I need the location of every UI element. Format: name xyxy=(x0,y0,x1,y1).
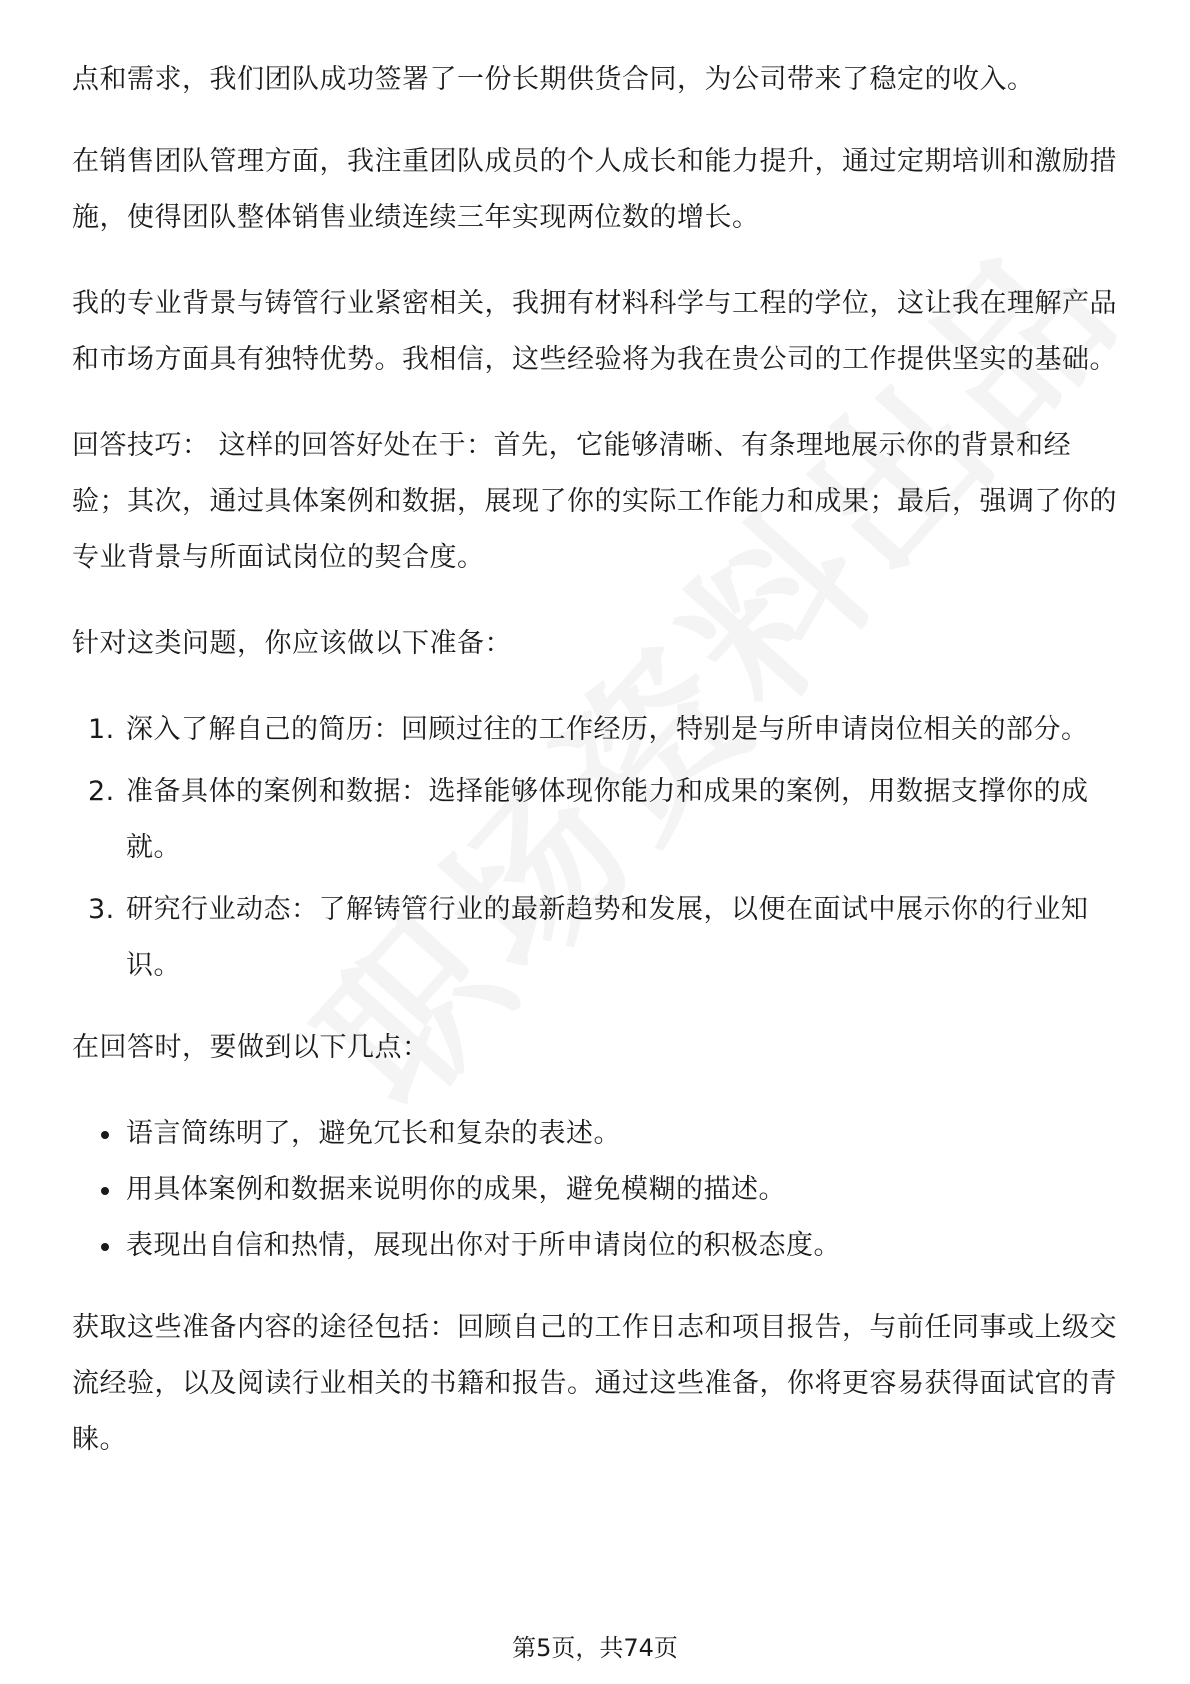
list-item xyxy=(72,702,1122,758)
list-item xyxy=(72,1218,1122,1274)
paragraph-background: 我的专业背景与铸管行业紧密相关，我拥有材料科学与工程的学位，这让我在理解产品和市场方面具有独特优势。我相信，这些经验将为我在贵公司的工作提供坚实的基础。 xyxy=(72,288,1117,375)
page-content xyxy=(72,52,1122,1498)
paragraph-sources: 获取这些准备内容的途径包括：回顾自己的工作日志和项目报告，与前任同事或上级交流经验，以及阅读行业相关的书籍和报告。通过这些准备，你将更容易获得面试官的青睐。 xyxy=(72,1312,1117,1455)
list-item-number: 3. xyxy=(88,894,115,925)
list-item-number: 1. xyxy=(88,714,115,745)
list-item-text: 研究行业动态：了解铸管行业的最新趋势和发展，以便在面试中展示你的行业知识。 xyxy=(126,894,1089,981)
list-item-number: 2. xyxy=(88,776,115,807)
paragraph-answer-points-intro: 在回答时，要做到以下几点： xyxy=(72,1032,430,1063)
list-item xyxy=(72,764,1122,876)
paragraph-answer-tips: 回答技巧： 这样的回答好处在于：首先，它能够清晰、有条理地展示你的背景和经验；其次，通过具体案例和数据，展现了你的实际工作能力和成果；最后，强调了你的专业背景与所面试岗位的契合度。 xyxy=(72,430,1117,573)
list-item-text: 深入了解自己的简历：回顾过往的工作经历，特别是与所申请岗位相关的部分。 xyxy=(126,714,1089,745)
bullet-icon xyxy=(101,1187,109,1195)
bullet-icon xyxy=(101,1131,109,1139)
paragraph-preparation-intro: 针对这类问题，你应该做以下准备： xyxy=(72,628,512,659)
paragraph-contract: 点和需求，我们团队成功签署了一份长期供货合同，为公司带来了稳定的收入。 xyxy=(72,64,1035,95)
list-item-text: 语言简练明了，避免冗长和复杂的表述。 xyxy=(126,1118,621,1149)
list-item-text: 准备具体的案例和数据：选择能够体现你能力和成果的案例，用数据支撑你的成就。 xyxy=(126,776,1089,863)
list-item-text: 用具体案例和数据来说明你的成果，避免模糊的描述。 xyxy=(126,1174,786,1205)
list-item xyxy=(72,882,1122,994)
list-item xyxy=(72,1106,1122,1162)
page-number: 第5页，共74页 xyxy=(512,1634,678,1662)
list-item xyxy=(72,1162,1122,1218)
answer-tips-list xyxy=(72,1106,1122,1274)
paragraph-team-management: 在销售团队管理方面，我注重团队成员的个人成长和能力提升，通过定期培训和激励措施，使得团队整体销售业绩连续三年实现两位数的增长。 xyxy=(72,146,1117,233)
preparation-steps-list xyxy=(72,702,1122,994)
list-item-text: 表现出自信和热情，展现出你对于所申请岗位的积极态度。 xyxy=(126,1230,841,1261)
bullet-icon xyxy=(101,1243,109,1251)
